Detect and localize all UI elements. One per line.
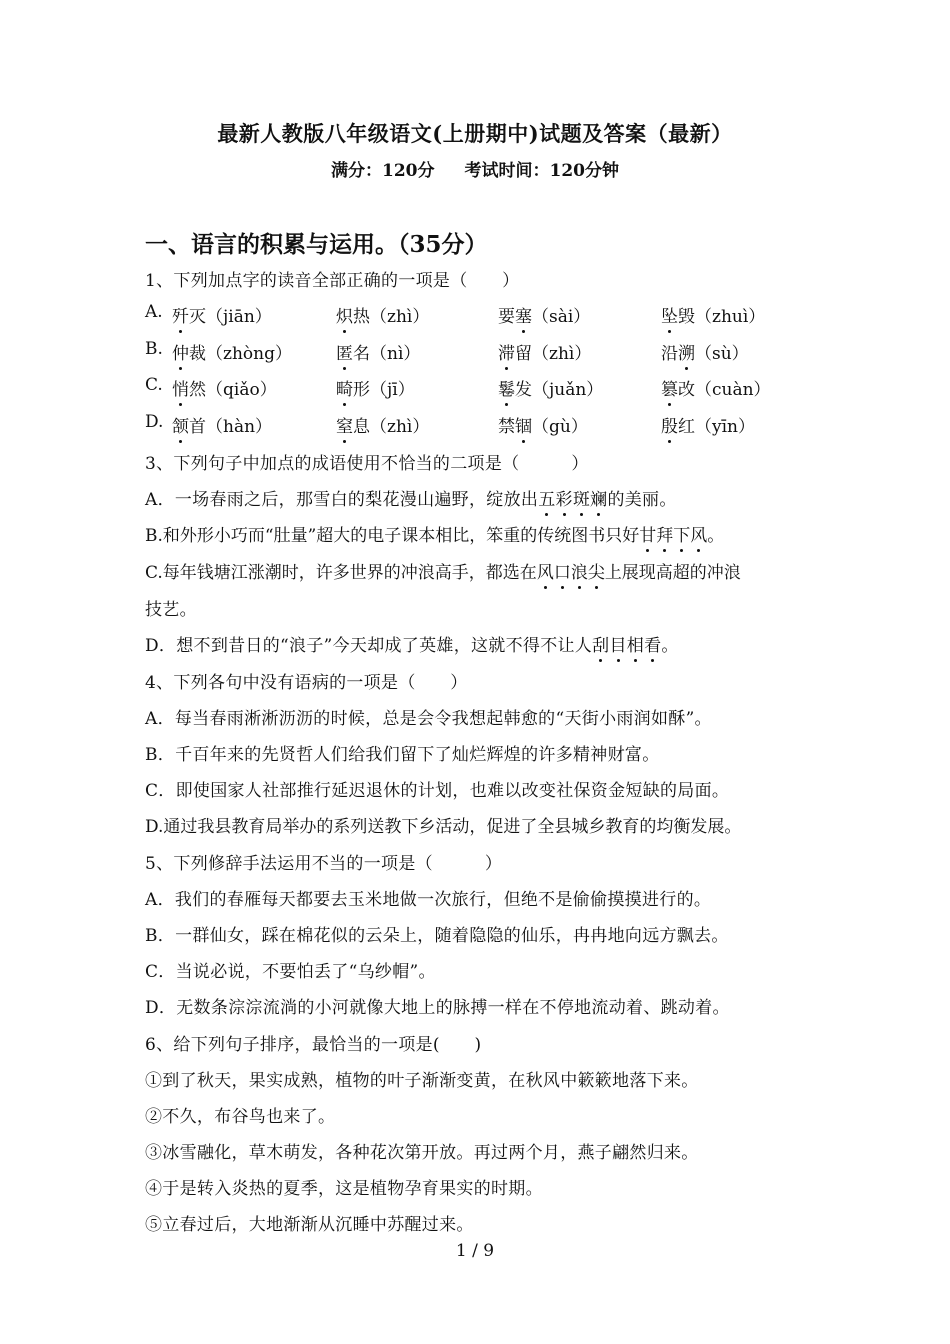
q6-sentence: ④于是转入炎热的夏季，这是植物孕育果实的时期。	[145, 1179, 543, 1199]
q5-option: A．我们的春雁每天都要去玉米地做一次旅行，但绝不是偷偷摸摸进行的。	[145, 890, 712, 910]
q4-option: B．千百年来的先贤哲人们给我们留下了灿烂辉煌的许多精神财富。	[145, 745, 660, 765]
question-6-stem: 6、给下列句子排序，最恰当的一项是( )	[145, 1035, 482, 1055]
q1-option-item: 沿溯（sù）	[661, 339, 749, 364]
q1-option-item: 禁锢（gù）	[498, 412, 588, 437]
q3-option-c: C.每年钱塘江涨潮时，许多世界的冲浪高手，都选在风口浪尖上展现高超的冲浪	[145, 558, 741, 583]
q1-option-item: 鬈发（juǎn）	[498, 375, 603, 400]
q1-option-c-label: C.	[145, 375, 163, 395]
q1-option-a-label: A.	[145, 302, 163, 322]
q1-option-item: 畸形（jī）	[336, 375, 415, 400]
question-3-stem: 3、下列句子中加点的成语使用不恰当的二项是（ ）	[145, 454, 589, 474]
q1-option-item: 坠毁（zhuì）	[661, 302, 765, 327]
page-title: 最新人教版八年级语文(上册期中)试题及答案（最新）	[217, 121, 733, 146]
q1-option-item: 颔首（hàn）	[172, 412, 272, 437]
q6-sentence: ①到了秋天，果实成熟，植物的叶子渐渐变黄，在秋风中簌簌地落下来。	[145, 1071, 699, 1091]
q5-option: D．无数条淙淙流淌的小河就像大地上的脉搏一样在不停地流动着、跳动着。	[145, 998, 730, 1018]
q1-option-b-label: B.	[145, 339, 163, 359]
q4-option: C．即使国家人社部推行延迟退休的计划，也难以改变社保资金短缺的局面。	[145, 781, 730, 801]
q1-option-item: 要塞（sài）	[498, 302, 590, 327]
exam-info	[0, 156, 950, 181]
q3-option-c-cont: 技艺。	[145, 600, 197, 620]
q4-option: A．每当春雨淅淅沥沥的时候，总是会令我想起韩愈的“天街小雨润如酥”。	[145, 709, 712, 729]
question-1-stem: 1、下列加点字的读音全部正确的一项是（ ）	[145, 271, 520, 291]
q1-option-item: 歼灭（jiān）	[172, 302, 272, 327]
q5-option: C．当说必说，不要怕丢了“乌纱帽”。	[145, 962, 436, 982]
q3-option-b: B.和外形小巧而“肚量”超大的电子课本相比，笨重的传统图书只好甘拜下风。	[145, 521, 724, 546]
q4-option: D.通过我县教育局举办的系列送教下乡活动，促进了全县城乡教育的均衡发展。	[145, 817, 742, 837]
q1-option-item: 窒息（zhì）	[336, 412, 429, 437]
q1-option-item: 篡改（cuàn）	[661, 375, 771, 400]
question-5-stem: 5、下列修辞手法运用不当的一项是（ ）	[145, 854, 503, 874]
page-number: 1 / 9	[455, 1241, 495, 1261]
exam-time: 考试时间：120分钟	[464, 161, 619, 181]
full-score: 满分：120分	[331, 161, 435, 181]
q1-option-item: 滞留（zhì）	[498, 339, 591, 364]
section-heading: 一、语言的积累与运用。（35分）	[145, 231, 488, 258]
question-4-stem: 4、下列各句中没有语病的一项是（ ）	[145, 673, 468, 693]
q6-sentence: ③冰雪融化，草木萌发，各种花次第开放。再过两个月，燕子翩然归来。	[145, 1143, 699, 1163]
q1-option-d-label: D.	[145, 412, 164, 432]
q1-option-item: 炽热（zhì）	[336, 302, 429, 327]
q3-option-d: D．想不到昔日的“浪子”今天却成了英雄，这就不得不让人刮目相看。	[145, 631, 679, 656]
q6-sentence: ②不久，布谷鸟也来了。	[145, 1107, 336, 1127]
q1-option-item: 殷红（yīn）	[661, 412, 755, 437]
q1-option-item: 悄然（qiǎo）	[172, 375, 277, 400]
q1-option-item: 匿名（nì）	[336, 339, 420, 364]
q3-option-a: A．一场春雨之后，那雪白的梨花漫山遍野，绽放出五彩斑斓的美丽。	[145, 485, 677, 510]
q1-option-item: 仲裁（zhòng）	[172, 339, 292, 364]
q5-option: B．一群仙女，踩在棉花似的云朵上，随着隐隐的仙乐，冉冉地向远方飘去。	[145, 926, 729, 946]
q6-sentence: ⑤立春过后，大地渐渐从沉睡中苏醒过来。	[145, 1215, 474, 1235]
